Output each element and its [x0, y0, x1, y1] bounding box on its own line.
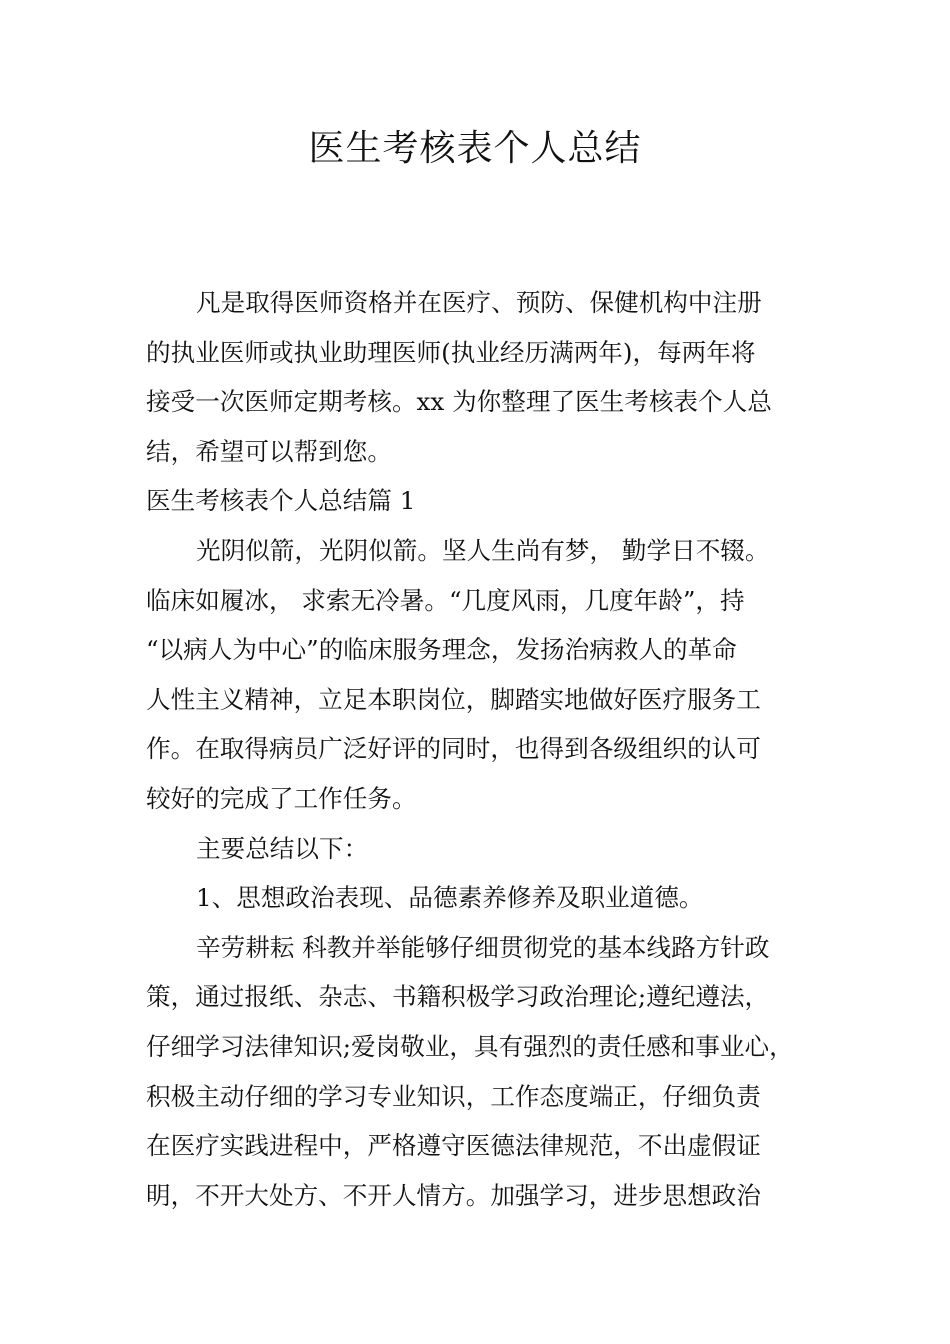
text-line: 临床如履冰， 求索无冷暑。“几度风雨，几度年龄”，持 [146, 585, 745, 615]
text-line: 凡是取得医师资格并在医疗、预防、保健机构中注册 [196, 288, 762, 317]
text-line: 在医疗实践进程中，严格遵守医德法律规范，不出虚假证 [146, 1131, 761, 1161]
paragraph [146, 824, 826, 874]
paragraph [146, 526, 826, 824]
text-line: 作。在取得病员广泛好评的同时，也得到各级组织的认可 [146, 734, 761, 764]
paragraph [146, 923, 826, 1221]
text-line: 结，希望可以帮到您。 [146, 436, 392, 466]
text-line: 的执业医师或执业助理医师(执业经历满两年)，每两年将 [146, 337, 756, 367]
paragraph [146, 873, 826, 923]
text-line: “以病人为中心”的临床服务理念，发扬治病救人的革命 [146, 635, 737, 665]
text-line: 明，不开大处方、不开人情方。加强学习，进步思想政治 [146, 1180, 761, 1210]
text-line: 策，通过报纸、杂志、书籍积极学习政治理论;遵纪遵法， [146, 982, 770, 1012]
document-title: 医生考核表个人总结 [308, 128, 642, 169]
text-line: 仔细学习法律知识;爱岗敬业，具有强烈的责任感和事业心， [146, 1031, 794, 1061]
text-line: 主要总结以下： [196, 833, 369, 863]
text-line: 较好的完成了工作任务。 [146, 783, 417, 813]
document-body [146, 278, 826, 1220]
text-line: 光阴似箭，光阴似箭。坚人生尚有梦， 勤学日不辍。 [196, 535, 770, 565]
text-line: 积极主动仔细的学习专业知识，工作态度端正，仔细负责 [146, 1081, 761, 1111]
paragraph [146, 278, 826, 476]
text-line: 人性主义精神，立足本职岗位，脚踏实地做好医疗服务工 [146, 684, 761, 714]
paragraph [146, 476, 826, 526]
text-line: 医生考核表个人总结篇 1 [146, 486, 416, 516]
text-line: 辛劳耕耘 科教并举能够仔细贯彻党的基本线路方针政 [196, 932, 770, 962]
text-line: 接受一次医师定期考核。xx 为你整理了医生考核表个人总 [146, 387, 772, 417]
text-line: 1、思想政治表现、品德素养修养及职业道德。 [196, 883, 704, 913]
